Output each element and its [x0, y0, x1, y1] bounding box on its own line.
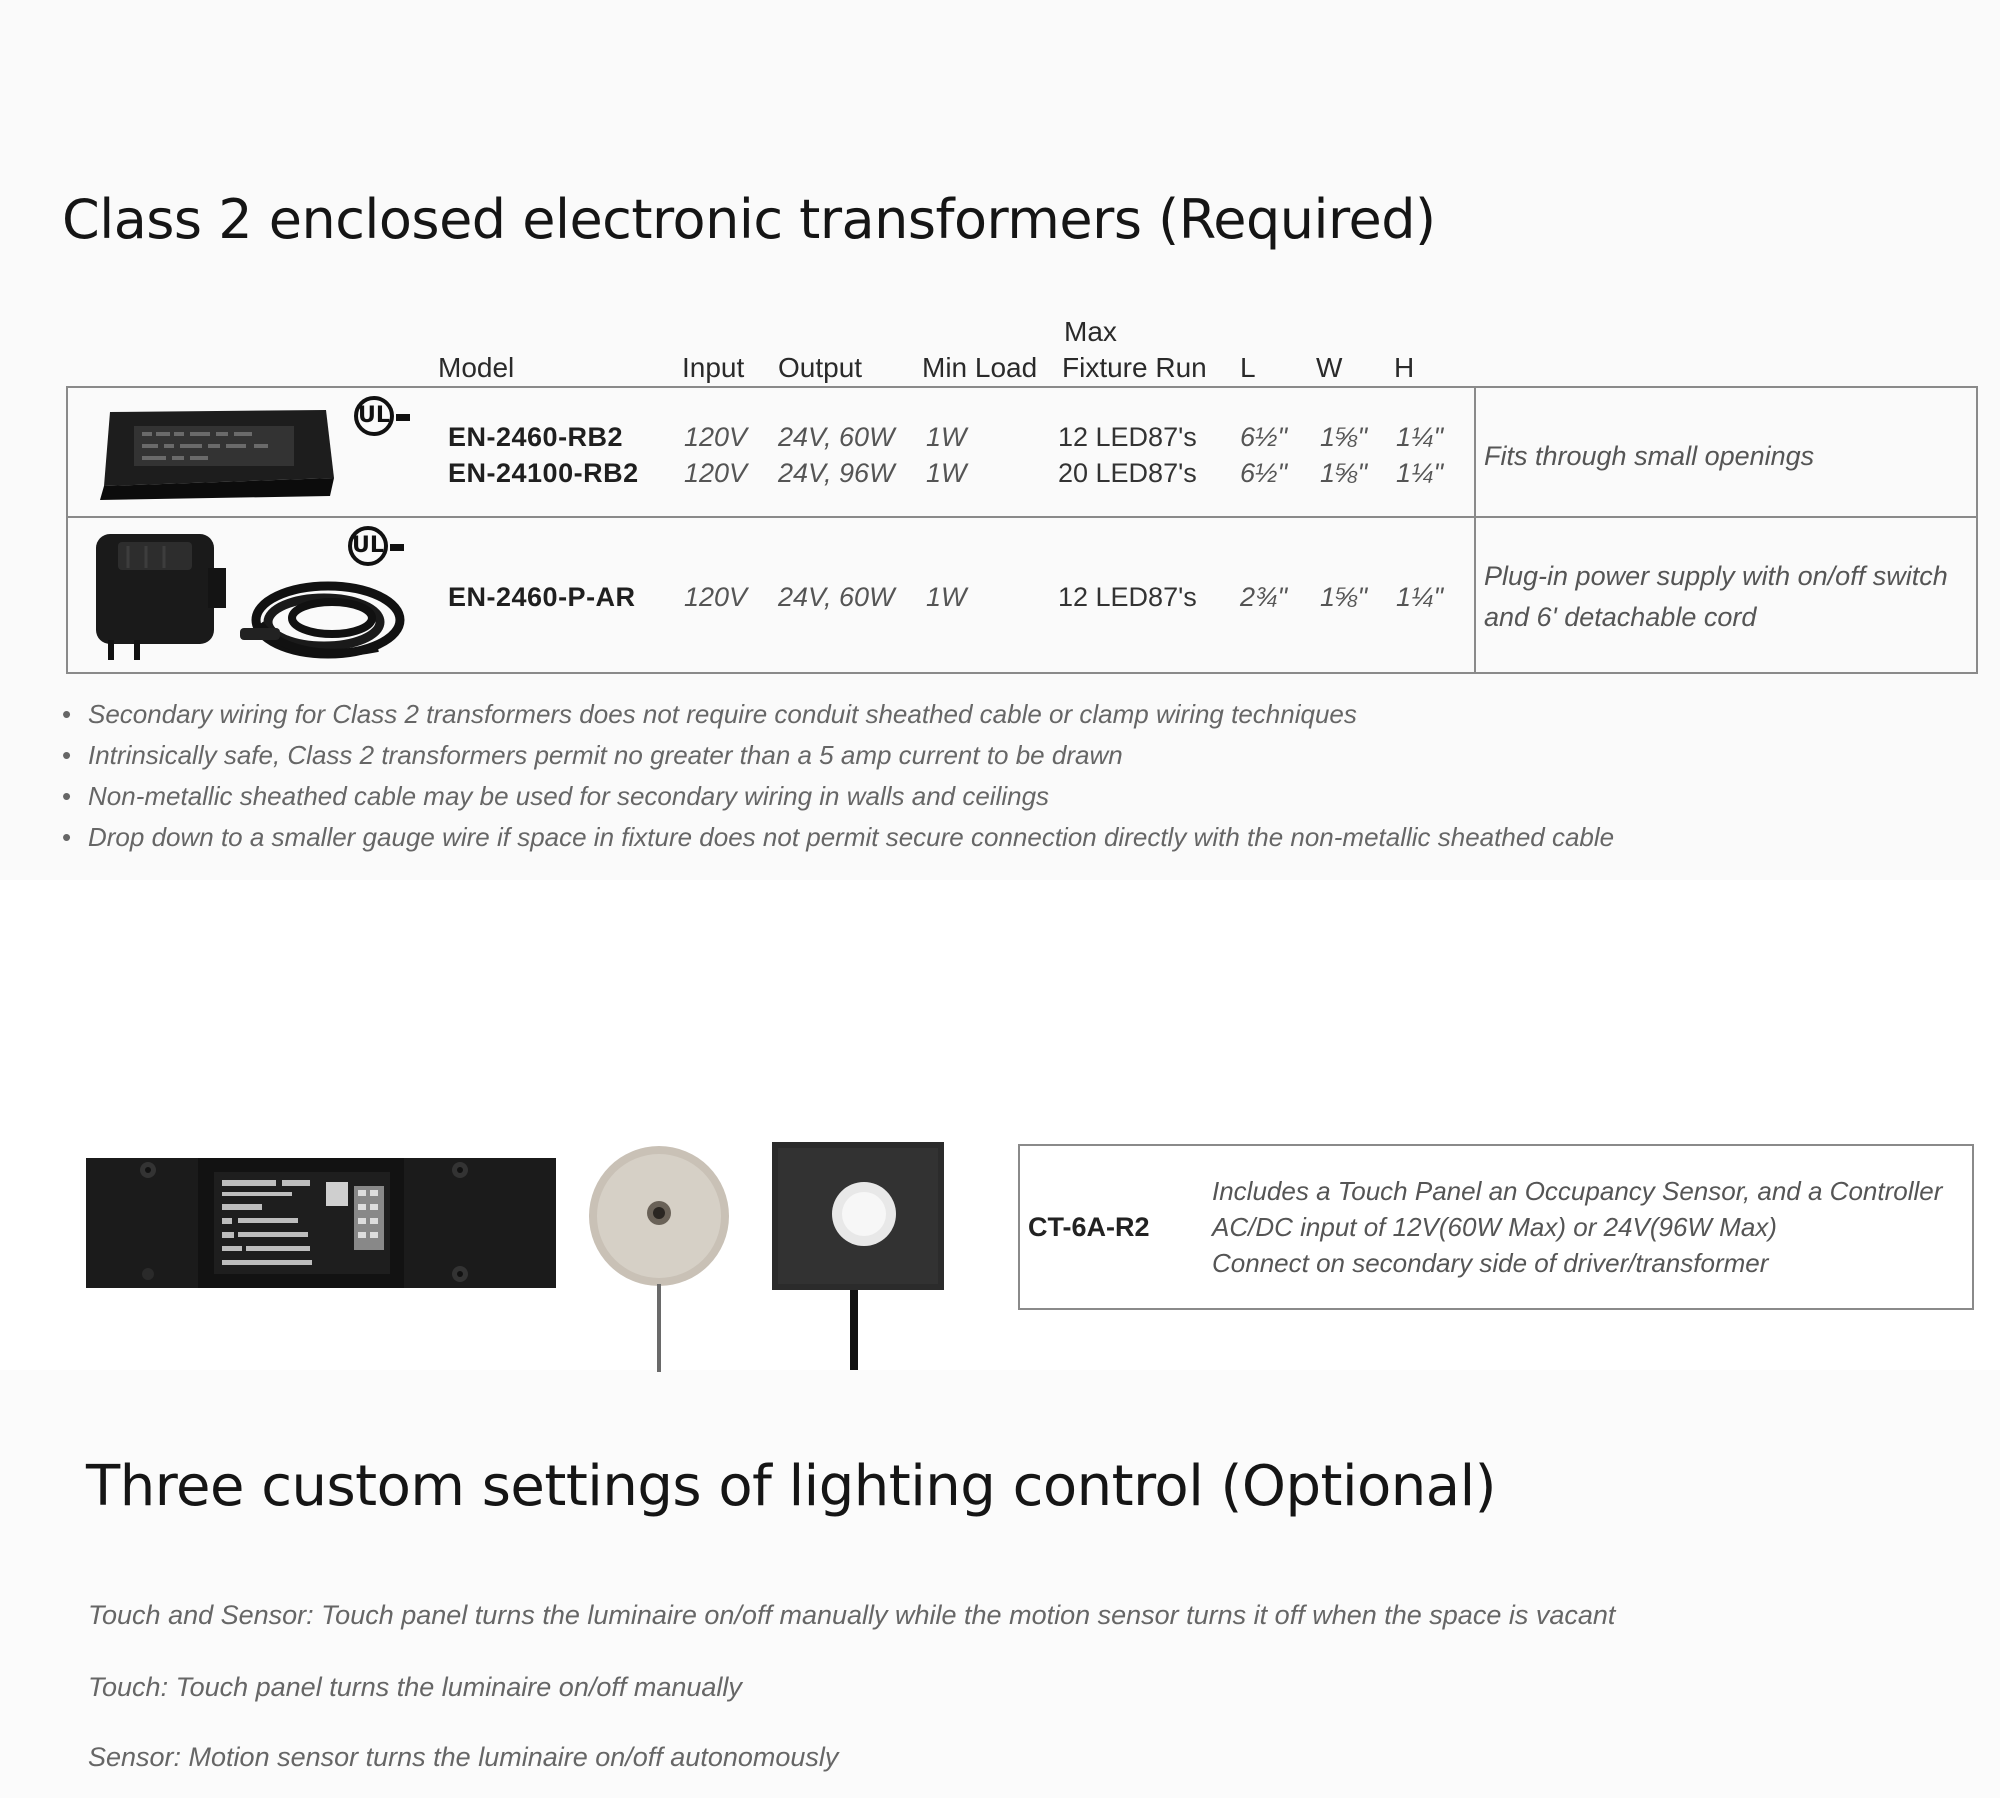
height-value: 1¼"	[1396, 582, 1444, 612]
model-ct-6a-r2: CT-6A-R2	[1028, 1212, 1150, 1242]
col-header-max: Max	[1064, 316, 1117, 347]
col-header-fixture-run: Fixture Run	[1062, 352, 1207, 383]
touch-panel-image	[770, 1140, 946, 1372]
width-value: 1⅝"	[1320, 582, 1368, 612]
col-header-l: L	[1240, 352, 1256, 383]
row-note-line: and 6' detachable cord	[1484, 602, 1757, 632]
row-note: Fits through small openings	[1484, 441, 1815, 471]
transformer-rb2-image	[94, 404, 344, 504]
output-value: 24V, 96W	[778, 458, 895, 488]
col-header-h: H	[1394, 352, 1415, 383]
height-value: 1¼"	[1396, 422, 1444, 452]
wiring-notes-list	[62, 694, 1614, 858]
fixture-run-value: 20 LED87's	[1058, 458, 1197, 488]
output-value: 24V, 60W	[778, 422, 895, 452]
list-item: • Non-metallic sheathed cable may be used for secondary wiring in walls and ceilings	[62, 776, 1614, 817]
input-value: 120V	[684, 582, 748, 612]
model-en-2460-p-ar: EN-2460-P-AR	[448, 582, 636, 612]
ul-mark-tick	[396, 414, 410, 421]
input-value: 120V	[684, 458, 748, 488]
col-header-min-load: Min Load	[922, 352, 1038, 383]
controller-spec-line: Includes a Touch Panel an Occupancy Sensor, and a Controller	[1212, 1176, 1943, 1206]
length-value: 6½"	[1240, 458, 1288, 488]
ul-listed-mark: UL	[354, 396, 394, 436]
width-value: 1⅝"	[1320, 422, 1368, 452]
ul-mark-tick	[390, 544, 404, 551]
ul-listed-mark: UL	[348, 526, 388, 566]
section-title-transformers: Class 2 enclosed electronic transformers (Required)	[62, 188, 1436, 251]
list-item: • Intrinsically safe, Class 2 transformers permit no greater than a 5 amp current to be drawn	[62, 735, 1614, 776]
min-load-value: 1W	[926, 422, 967, 452]
min-load-value: 1W	[926, 458, 967, 488]
section-title-lighting-control: Three custom settings of lighting control (Optional)	[86, 1454, 1497, 1519]
col-header-input: Input	[682, 352, 745, 383]
input-value: 120V	[684, 422, 748, 452]
row-note-line: Plug-in power supply with on/off switch	[1484, 561, 1948, 591]
model-en-24100-rb2: EN-24100-RB2	[448, 458, 639, 488]
lighting-mode-touch: Touch: Touch panel turns the luminaire on/off manually	[88, 1672, 742, 1702]
output-value: 24V, 60W	[778, 582, 895, 612]
occupancy-sensor-image	[586, 1144, 736, 1374]
length-value: 6½"	[1240, 422, 1288, 452]
col-header-output: Output	[778, 352, 863, 383]
length-value: 2¾"	[1240, 582, 1288, 612]
table-row-divider	[66, 516, 1978, 518]
fixture-run-value: 12 LED87's	[1058, 422, 1197, 452]
lighting-mode-touch-and-sensor: Touch and Sensor: Touch panel turns the luminaire on/off manually while the motion sensor turns it off when the space is vacant	[88, 1600, 1616, 1630]
min-load-value: 1W	[926, 582, 967, 612]
controller-unit-image	[86, 1156, 556, 1290]
controller-spec-line: Connect on secondary side of driver/transformer	[1212, 1248, 1769, 1278]
height-value: 1¼"	[1396, 458, 1444, 488]
fixture-run-value: 12 LED87's	[1058, 582, 1197, 612]
width-value: 1⅝"	[1320, 458, 1368, 488]
col-header-model: Model	[438, 352, 515, 383]
list-item: • Secondary wiring for Class 2 transformers does not require conduit sheathed cable or clamp wiring techniques	[62, 694, 1614, 735]
lighting-mode-sensor: Sensor: Motion sensor turns the luminaire on/off autonomously	[88, 1742, 839, 1772]
lighting-section	[0, 1370, 2000, 1798]
table-column-divider	[1474, 386, 1476, 674]
controller-spec-line: AC/DC input of 12V(60W Max) or 24V(96W Max)	[1212, 1212, 1777, 1242]
list-item: • Drop down to a smaller gauge wire if space in fixture does not permit secure connection directly with the non-metallic sheathed cable	[62, 817, 1614, 858]
model-en-2460-rb2: EN-2460-RB2	[448, 422, 624, 452]
col-header-w: W	[1316, 352, 1343, 383]
